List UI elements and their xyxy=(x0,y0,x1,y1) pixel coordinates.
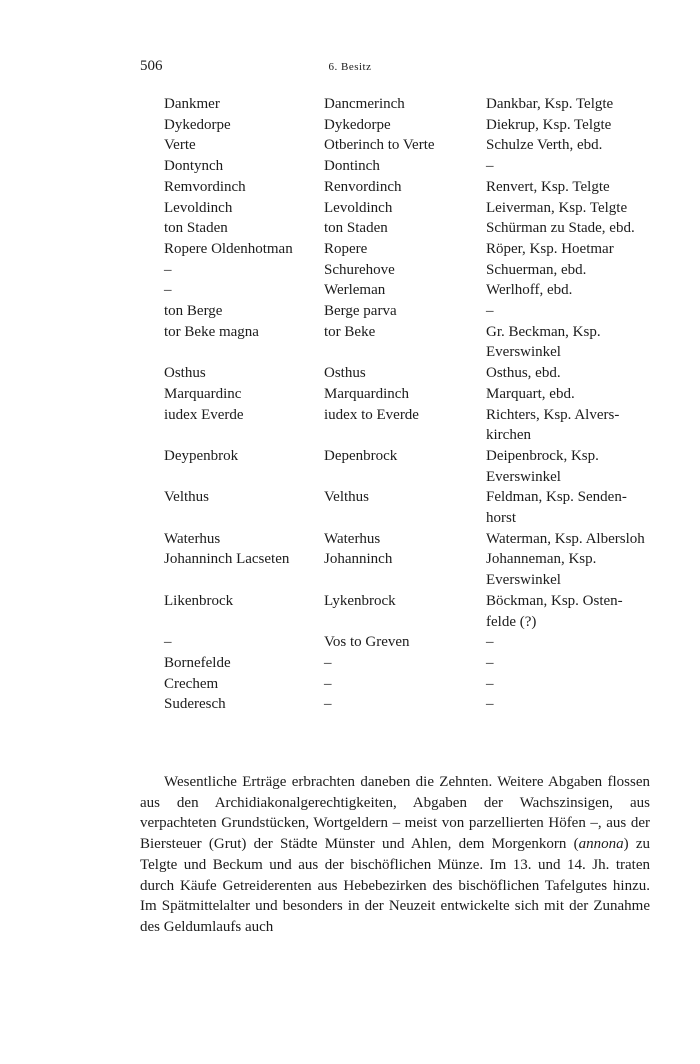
old-name-cell: Likenbrock xyxy=(164,592,234,609)
name-table-body xyxy=(164,94,652,715)
paragraph-text-end: ) zu Telgte und Beckum und aus der bischöflichen Münze. Im 13. und 14. Jh. traten durch Käufe Getreiderenten aus Hebebezirken des bischöflichen Tafelgutes hinzu. Im Spätmittelalter und besonders in der Neuzeit entwickelte sich mit der Zunahme des Geldumlaufs auch xyxy=(140,836,650,935)
modern-name-cell: Richters, Ksp. Alvers- kirchen xyxy=(486,406,620,444)
middle-name-cell: Depenbrock xyxy=(324,447,398,464)
middle-name-cell: Velthus xyxy=(324,489,369,506)
modern-name-cell: Marquart, ebd. xyxy=(486,385,575,402)
middle-name-cell: – xyxy=(324,675,332,692)
middle-name-cell: Dancmerinch xyxy=(324,96,405,112)
body-text xyxy=(140,772,650,938)
table-row xyxy=(164,218,652,239)
table-row xyxy=(164,156,652,177)
middle-name-cell: Dykedorpe xyxy=(324,116,391,133)
table-row xyxy=(164,94,652,115)
modern-name-cell: Gr. Beckman, Ksp. Everswinkel xyxy=(486,323,601,361)
old-name-cell: Marquardinc xyxy=(164,385,242,402)
old-name-cell: Crechem xyxy=(164,675,219,692)
modern-name-cell: Böckman, Ksp. Osten- felde (?) xyxy=(486,592,623,630)
middle-name-cell: – xyxy=(324,696,332,713)
middle-name-cell: Werleman xyxy=(324,282,386,299)
middle-name-cell: Lykenbrock xyxy=(324,592,396,609)
modern-name-cell: Röper, Ksp. Hoetmar xyxy=(486,240,614,257)
modern-name-cell: Dankbar, Ksp. Telgte xyxy=(486,96,614,112)
modern-name-cell: Werlhoff, ebd. xyxy=(486,282,573,299)
table-row xyxy=(164,239,652,260)
middle-name-cell: iudex to Everde xyxy=(324,406,419,423)
modern-name-cell: – xyxy=(486,634,494,651)
old-name-cell: Waterhus xyxy=(164,530,221,547)
table-row xyxy=(164,405,652,446)
table-row xyxy=(164,549,652,590)
old-name-cell: Suderesch xyxy=(164,696,226,713)
table-row xyxy=(164,446,652,487)
old-name-cell: Dankmer xyxy=(164,96,220,112)
middle-name-cell: Berge parva xyxy=(324,303,397,320)
paragraph-text-start: Wesentliche Erträge erbrachten daneben die Zehnten. Weitere Abgaben flossen aus den Archidiakonalgerechtigkeiten, Abgaben der Wachszinsigen, aus verpachteten Grundstücken, Wortgeldern – meist von parzellierten Höfen –, aus der Biersteuer (Grut) der Städte Münster und Ahlen, dem Morgenkorn ( xyxy=(140,774,650,853)
modern-name-cell: – xyxy=(486,675,494,692)
old-name-cell: Johanninch Lacseten xyxy=(164,551,290,568)
old-name-cell: – xyxy=(164,282,172,299)
middle-name-cell: Dontinch xyxy=(324,158,380,175)
table-row xyxy=(164,653,652,674)
old-name-cell: Ropere Oldenhotman xyxy=(164,240,293,257)
old-name-cell: Osthus xyxy=(164,365,206,382)
modern-name-cell: Osthus, ebd. xyxy=(486,365,561,382)
modern-name-cell: Waterman, Ksp. Albersloh xyxy=(486,530,645,547)
modern-name-cell: Feldman, Ksp. Senden- horst xyxy=(486,489,627,527)
table-row xyxy=(164,529,652,550)
old-name-cell: Verte xyxy=(164,137,196,154)
old-name-cell: Dontynch xyxy=(164,158,224,175)
modern-name-cell: Schürman zu Stade, ebd. xyxy=(486,220,635,237)
table-row xyxy=(164,632,652,653)
modern-name-cell: – xyxy=(486,654,494,671)
modern-name-cell: Schuerman, ebd. xyxy=(486,261,587,278)
modern-name-cell: Johanneman, Ksp. Everswinkel xyxy=(486,551,597,589)
table-row xyxy=(164,198,652,219)
middle-name-cell: Otberinch to Verte xyxy=(324,137,435,154)
old-name-cell: Remvordinch xyxy=(164,178,246,195)
table-row xyxy=(164,487,652,528)
modern-name-cell: Leiverman, Ksp. Telgte xyxy=(486,199,628,216)
page-number: 506 xyxy=(140,58,163,74)
table-row xyxy=(164,591,652,632)
table-row xyxy=(164,384,652,405)
table-row xyxy=(164,301,652,322)
old-name-cell: Dykedorpe xyxy=(164,116,231,133)
table-row xyxy=(164,115,652,136)
modern-name-cell: Renvert, Ksp. Telgte xyxy=(486,178,610,195)
middle-name-cell: Levoldinch xyxy=(324,199,393,216)
middle-name-cell: Osthus xyxy=(324,365,366,382)
body-paragraph xyxy=(140,772,650,938)
table-row xyxy=(164,260,652,281)
modern-name-cell: – xyxy=(486,158,494,175)
paragraph-italic-term: annona xyxy=(578,836,624,853)
middle-name-cell: Schurehove xyxy=(324,261,395,278)
table-row xyxy=(164,674,652,695)
table-row xyxy=(164,135,652,156)
middle-name-cell: tor Beke xyxy=(324,323,376,340)
name-table xyxy=(164,94,652,715)
table-row xyxy=(164,280,652,301)
table-row xyxy=(164,694,652,715)
modern-name-cell: Schulze Verth, ebd. xyxy=(486,137,603,154)
old-name-cell: ton Berge xyxy=(164,303,223,320)
middle-name-cell: – xyxy=(324,654,332,671)
old-name-cell: Deypenbrok xyxy=(164,447,239,464)
middle-name-cell: Renvordinch xyxy=(324,178,402,195)
old-name-cell: iudex Everde xyxy=(164,406,244,423)
middle-name-cell: Johanninch xyxy=(324,551,393,568)
table-row xyxy=(164,322,652,363)
table-row xyxy=(164,363,652,384)
modern-name-cell: Diekrup, Ksp. Telgte xyxy=(486,116,612,133)
old-name-cell: Velthus xyxy=(164,489,209,506)
middle-name-cell: Waterhus xyxy=(324,530,381,547)
middle-name-cell: Vos to Greven xyxy=(324,634,410,651)
old-name-cell: ton Staden xyxy=(164,220,228,237)
table-row xyxy=(164,177,652,198)
modern-name-cell: Deipenbrock, Ksp. Everswinkel xyxy=(486,447,599,485)
old-name-cell: – xyxy=(164,634,172,651)
old-name-cell: tor Beke magna xyxy=(164,323,259,340)
middle-name-cell: Ropere xyxy=(324,240,368,257)
old-name-cell: – xyxy=(164,261,172,278)
modern-name-cell: – xyxy=(486,696,494,713)
running-head: 6. Besitz xyxy=(328,61,372,73)
middle-name-cell: ton Staden xyxy=(324,220,388,237)
old-name-cell: Levoldinch xyxy=(164,199,233,216)
middle-name-cell: Marquardinch xyxy=(324,385,409,402)
modern-name-cell: – xyxy=(486,303,494,320)
old-name-cell: Bornefelde xyxy=(164,654,231,671)
